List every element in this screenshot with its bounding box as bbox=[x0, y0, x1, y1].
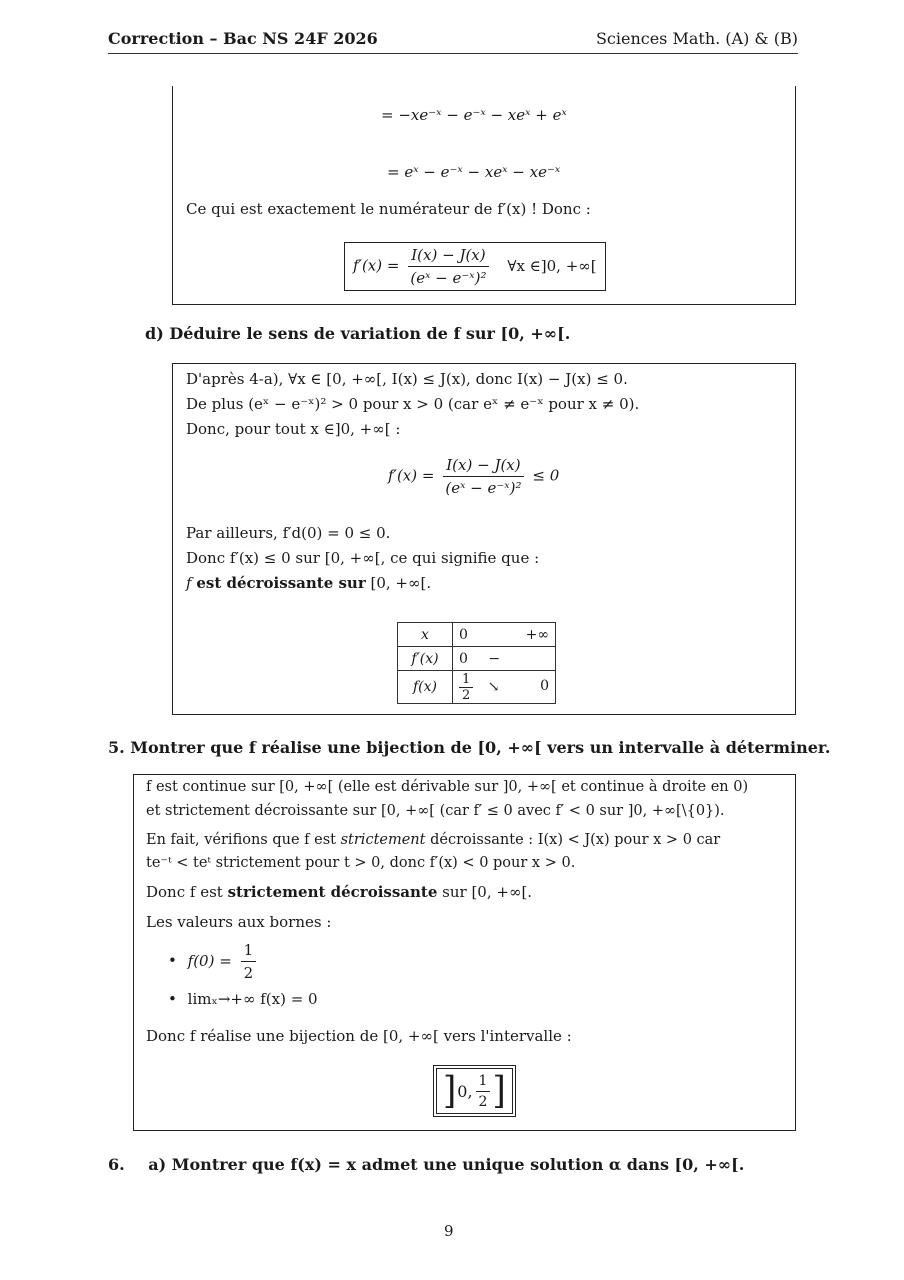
final-interval-box bbox=[433, 1065, 516, 1117]
box3-line-7: Donc f réalise une bijection de [0, +∞[ vers l'intervalle : bbox=[146, 1027, 572, 1045]
interval-den: 2 bbox=[478, 1093, 488, 1110]
bullet1-fraction bbox=[241, 941, 257, 982]
page-number: 9 bbox=[444, 1222, 454, 1240]
box2-line-1: D'après 4-a), ∀x ∈ [0, +∞[, I(x) ≤ J(x), donc I(x) − J(x) ≤ 0. bbox=[186, 370, 628, 388]
table-frac-num: 1 bbox=[459, 672, 473, 688]
box2-line-4: Par ailleurs, f′d(0) = 0 ≤ 0. bbox=[186, 524, 391, 542]
conclusion-bold: est décroissante sur bbox=[196, 574, 366, 592]
question-6-sublabel: a) bbox=[148, 1155, 167, 1174]
table-row bbox=[398, 647, 556, 671]
decreasing-arrow-icon: ↘ bbox=[487, 679, 500, 695]
question-6-text: Montrer que f(x) = x admet une unique solution α dans [0, +∞[. bbox=[171, 1155, 745, 1174]
table-cell bbox=[453, 671, 556, 704]
table-row bbox=[398, 671, 556, 704]
question-5-label: 5. bbox=[108, 738, 125, 757]
box3-line-1: f est continue sur [0, +∞[ (elle est dérivable sur ]0, +∞[ et continue à droite en 0) bbox=[146, 779, 749, 795]
conclusion-f: f bbox=[186, 574, 192, 592]
table-cell: f′(x) bbox=[398, 647, 453, 671]
interval-left-bracket: ] bbox=[443, 1069, 457, 1113]
box3-line-6: Les valeurs aux bornes : bbox=[146, 913, 332, 931]
line3-end: décroissante : I(x) < J(x) pour x > 0 car bbox=[425, 832, 721, 848]
formula-lhs: f′(x) = bbox=[353, 256, 400, 275]
conclusion-interval: [0, +∞[. bbox=[370, 574, 432, 592]
box3-line-2: et strictement décroissante sur [0, +∞[ (car f′ ≤ 0 avec f′ < 0 sur ]0, +∞[\{0}). bbox=[146, 803, 725, 819]
page-header bbox=[108, 29, 798, 54]
table-row bbox=[398, 623, 556, 647]
inequality-rhs: ≤ 0 bbox=[532, 466, 560, 485]
box3-line-5 bbox=[146, 883, 532, 901]
question-6-label: 6. bbox=[108, 1155, 125, 1174]
solution-box-d bbox=[172, 363, 796, 715]
interval-fraction bbox=[476, 1073, 491, 1110]
box3-line-4: te⁻ᵗ < teᵗ strictement pour t > 0, donc f′(x) < 0 pour x > 0. bbox=[146, 855, 576, 871]
table-cell-start: 0 bbox=[459, 650, 468, 667]
boxed-derivative-formula bbox=[344, 242, 606, 291]
inequality-numerator: I(x) − J(x) bbox=[443, 456, 523, 477]
box2-line-2: De plus (eˣ − e⁻ˣ)² > 0 pour x > 0 (car eˣ ≠ e⁻ˣ pour x ≠ 0). bbox=[186, 395, 640, 413]
question-d-text: Déduire le sens de variation de f sur [0, +∞[. bbox=[169, 324, 571, 343]
equation-line-2: = eˣ − e⁻ˣ − xeˣ − xe⁻ˣ bbox=[387, 163, 561, 181]
bullet1-num: 1 bbox=[241, 941, 257, 962]
question-6 bbox=[108, 1155, 744, 1174]
table-cell bbox=[453, 647, 556, 671]
line5-start: Donc f est bbox=[146, 883, 228, 901]
inequality-lhs: f′(x) = bbox=[388, 466, 435, 485]
box2-conclusion bbox=[186, 574, 431, 592]
header-subject: Sciences Math. (A) & (B) bbox=[595, 29, 798, 48]
question-5 bbox=[108, 738, 830, 757]
table-fraction bbox=[459, 672, 473, 703]
box3-line-3 bbox=[146, 832, 720, 848]
formula-numerator: I(x) − J(x) bbox=[408, 246, 488, 267]
formula-denominator: (eˣ − e⁻ˣ)² bbox=[410, 269, 487, 287]
inequality-fraction bbox=[443, 456, 523, 497]
table-cell-end: 0 bbox=[540, 677, 549, 694]
solution-box-continued bbox=[172, 86, 796, 305]
interval-right-bracket: ] bbox=[492, 1069, 506, 1113]
table-cell-sign: − bbox=[488, 650, 501, 667]
box2-line-5: Donc f′(x) ≤ 0 sur [0, +∞[, ce qui signifie que : bbox=[186, 549, 540, 567]
table-cell-start: 0 bbox=[459, 626, 468, 643]
table-frac-den: 2 bbox=[462, 687, 471, 703]
formula-fraction bbox=[408, 246, 488, 287]
bullet1-den: 2 bbox=[243, 964, 254, 982]
formula-condition: ∀x ∈]0, +∞[ bbox=[507, 256, 597, 275]
bullet1-lhs: f(0) = bbox=[187, 951, 232, 970]
interval-zero: 0, bbox=[457, 1081, 473, 1101]
table-cell: f(x) bbox=[398, 671, 453, 704]
equation-line-1: = −xe⁻ˣ − e⁻ˣ − xeˣ + eˣ bbox=[381, 106, 567, 124]
line3-italic: strictement bbox=[340, 832, 426, 848]
table-cell bbox=[453, 623, 556, 647]
line5-bold: strictement décroissante bbox=[227, 883, 438, 901]
table-cell-end: +∞ bbox=[525, 626, 549, 643]
header-title: Correction – Bac NS 24F 2026 bbox=[108, 29, 378, 48]
numerator-conclusion: Ce qui est exactement le numérateur de f′(x) ! Donc : bbox=[186, 200, 591, 218]
solution-box-5 bbox=[133, 774, 796, 1131]
variation-table bbox=[397, 622, 556, 704]
bullet2-text: limₓ→+∞ f(x) = 0 bbox=[187, 990, 318, 1008]
bullet-dot-icon: • bbox=[168, 990, 177, 1008]
question-d-label: d) bbox=[145, 324, 164, 343]
inequality-denominator: (eˣ − e⁻ˣ)² bbox=[445, 479, 522, 497]
question-5-text: Montrer que f réalise une bijection de [0, +∞[ vers un intervalle à déterminer. bbox=[130, 738, 831, 757]
box2-line-3: Donc, pour tout x ∈]0, +∞[ : bbox=[186, 420, 401, 438]
bullet-f0 bbox=[168, 941, 260, 982]
derivative-inequality bbox=[388, 456, 559, 497]
line5-end: sur [0, +∞[. bbox=[437, 883, 533, 901]
table-cell: x bbox=[398, 623, 453, 647]
line3-start: En fait, vérifions que f est bbox=[146, 832, 341, 848]
interval-num: 1 bbox=[476, 1073, 491, 1092]
bullet-limit bbox=[168, 990, 318, 1008]
bullet-dot-icon: • bbox=[168, 951, 177, 970]
question-d bbox=[145, 324, 570, 343]
